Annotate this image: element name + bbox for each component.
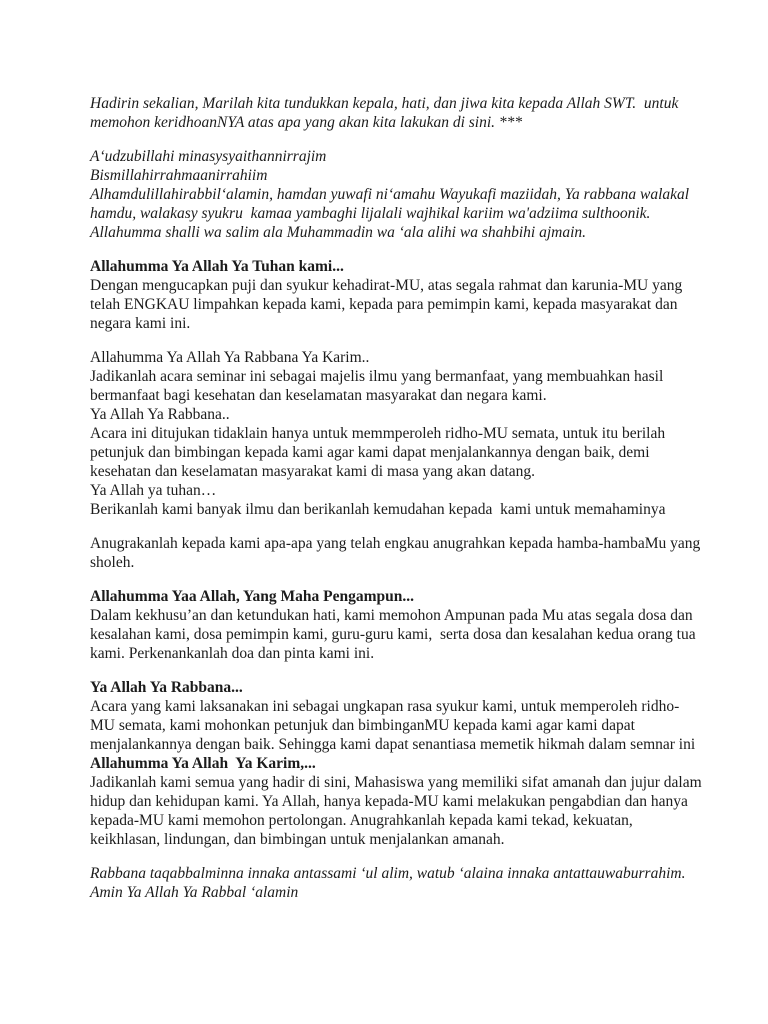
- section-heading: Allahumma Yaa Allah, Yang Maha Pengampun...: [90, 588, 414, 605]
- paragraph: Dengan mengucapkan puji dan syukur kehadirat-MU, atas segala rahmat dan karunia-MU yang telah ENGKAU limpahkan kepada kami, kepada para pemimpin kami, kepada masyarakat dan negara kami ini.: [90, 277, 687, 332]
- paragraph: Jadikanlah acara seminar ini sebagai majelis ilmu yang bermanfaat, yang membuahkan hasil bermanfaat bagi kesehatan dan keselamatan masyarakat dan negara kami.: [90, 368, 668, 404]
- document-body: [90, 94, 706, 902]
- closing-prayer: Rabbana taqabbalminna innaka antassami ‘ul alim, watub ‘alaina innaka antattauwaburrahim. Amin Ya Allah Ya Rabbal ‘alamin: [90, 865, 690, 901]
- section-heading: Allahumma Ya Allah Ya Tuhan kami...: [90, 258, 344, 275]
- paragraph: Acara ini ditujukan tidaklain hanya untuk memmperoleh ridho-MU semata, untuk itu berilah petunjuk dan bimbingan kepada kami agar kami dapat menjalankannya dengan baik, demi kesehatan dan keselamatan masyarakat kami di masa yang akan datang.: [90, 425, 669, 480]
- paragraph: Anugrakanlah kepada kami apa-apa yang telah engkau anugrahkan kepada hamba-hambaMu yang sholeh.: [90, 535, 705, 571]
- invocation-line: Ya Allah ya tuhan…: [90, 482, 217, 499]
- paragraph: Acara yang kami laksanakan ini sebagai ungkapan rasa syukur kami, untuk memperoleh ridho-MU semata, kami mohonkan petunjuk dan bimbinganMU kepada kami agar kami dapat menjalankannya dengan baik. Sehingga kami dapat senantiasa memetik hikmah dalam semnar ini: [90, 698, 696, 753]
- transliteration-line: A‘udzubillahi minasysyaithannirrajim: [90, 148, 327, 165]
- invocation-line: Ya Allah Ya Rabbana..: [90, 406, 230, 423]
- paragraph: Berikanlah kami banyak ilmu dan berikanlah kemudahan kepada kami untuk memahaminya: [90, 501, 666, 518]
- transliteration-line: Alhamdulillahirabbil‘alamin, hamdan yuwafi ni‘amahu Wayukafi maziidah, Ya rabbana walakal hamdu, walakasy syukru kamaa yambaghi lijalali wajhikal kariim wa'adziima sulthoonik.: [90, 186, 693, 222]
- paragraph: Jadikanlah kami semua yang hadir di sini, Mahasiswa yang memiliki sifat amanah dan jujur dalam hidup dan kehidupan kami. Ya Allah, hanya kepada-MU kami melakukan pengabdian dan hanya kepada-MU kami memohon pertolongan. Anugrahkanlah kepada kami tekad, kekuatan, keikhlasan, lindungan, dan bimbingan untuk menjalankan amanah.: [90, 774, 706, 848]
- paragraph: Dalam kekhusu’an dan ketundukan hati, kami memohon Ampunan pada Mu atas segala dosa dan kesalahan kami, dosa pemimpin kami, guru-guru kami, serta dosa dan kesalahan kedua orang tua kami. Perkenankanlah doa dan pinta kami ini.: [90, 607, 700, 662]
- invocation-line: Allahumma Ya Allah Ya Rabbana Ya Karim..: [90, 349, 370, 366]
- transliteration-line: Allahumma shalli wa salim ala Muhammadin wa ‘ala alihi wa shahbihi ajmain.: [90, 224, 587, 241]
- section-heading: Allahumma Ya Allah Ya Karim,...: [90, 755, 316, 772]
- opening-paragraph: Hadirin sekalian, Marilah kita tundukkan kepala, hati, dan jiwa kita kepada Allah SWT. untuk memohon keridhoanNYA atas apa yang akan kita lakukan di sini. ***: [90, 95, 683, 131]
- section-heading: Ya Allah Ya Rabbana...: [90, 679, 243, 696]
- transliteration-line: Bismillahirrahmaanirrahiim: [90, 167, 268, 184]
